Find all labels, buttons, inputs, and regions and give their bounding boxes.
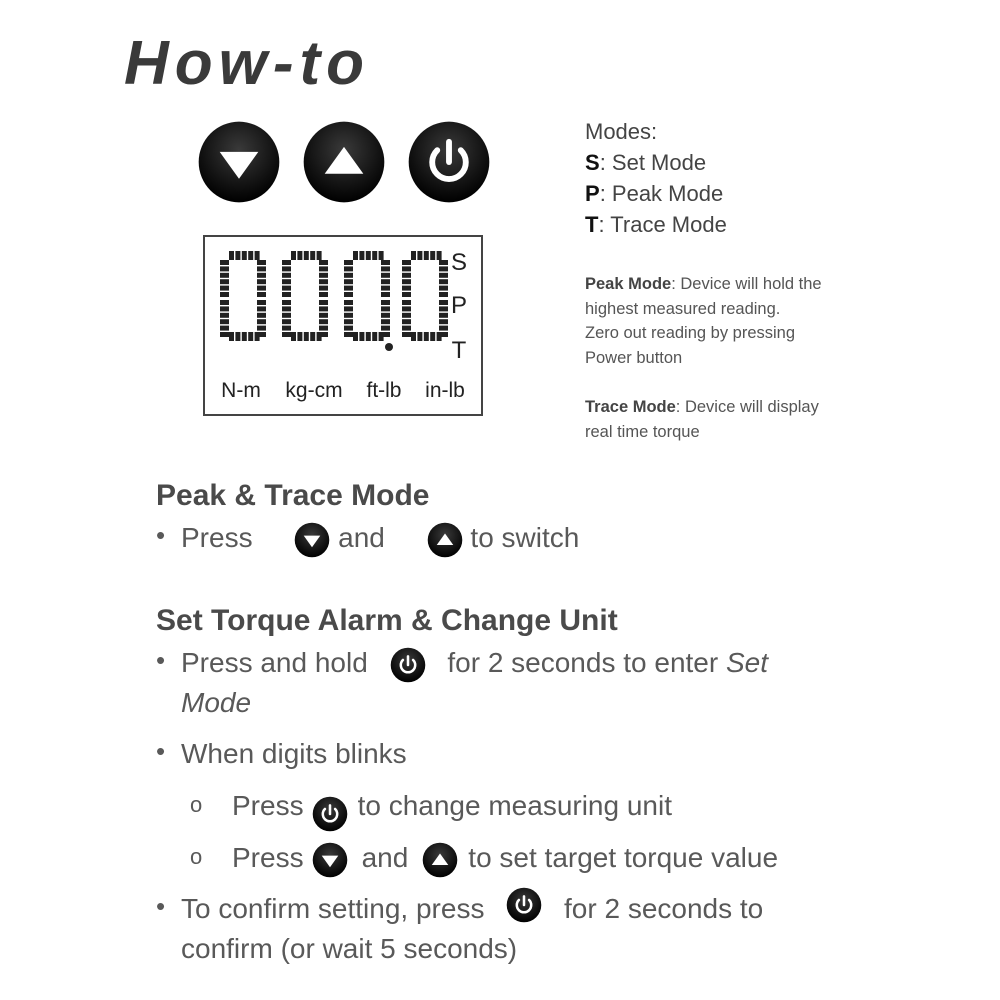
power-button-inline — [312, 796, 348, 832]
triangle-up-icon — [302, 120, 386, 204]
instruction-text: for 2 seconds to — [564, 893, 764, 924]
instruction-text: to set target torque value — [468, 842, 779, 873]
lcd-digit — [220, 251, 266, 341]
instruction-text: Set — [725, 647, 768, 678]
mode-item-peak — [585, 178, 885, 209]
mode-label: : Peak Mode — [599, 181, 724, 206]
note-text: real time torque — [585, 422, 700, 441]
unit-label-kgcm: kg-cm — [285, 379, 343, 402]
section-heading-peak-trace: Peak & Trace Mode — [156, 479, 430, 512]
unit-label-ftlb: ft-lb — [366, 379, 402, 402]
mode-key: S — [585, 150, 600, 175]
lcd-digit — [282, 251, 328, 341]
bullet: • — [156, 520, 166, 550]
power-icon — [312, 796, 348, 832]
instruction-enter-set-mode — [181, 643, 768, 683]
instruction-text: Press — [232, 790, 304, 821]
peak-mode-note — [585, 272, 875, 370]
lcd-display — [203, 235, 483, 416]
down-button-inline — [312, 842, 348, 878]
instruction-text: to change measuring unit — [357, 790, 673, 821]
instruction-text: Press — [232, 842, 304, 873]
instruction-confirm — [181, 889, 763, 929]
note-key: Trace Mode — [585, 398, 676, 416]
mode-label: : Trace Mode — [598, 212, 727, 237]
lcd-digit — [402, 251, 448, 341]
lcd-digit — [344, 251, 390, 341]
triangle-up-icon — [422, 842, 458, 878]
sub-bullet: o — [190, 792, 203, 817]
triangle-up-icon — [427, 522, 463, 558]
mode-letter-t: T — [451, 337, 467, 364]
section-heading-set-torque: Set Torque Alarm & Change Unit — [156, 604, 618, 637]
note-text: highest measured reading. — [585, 299, 781, 318]
note-text: Power button — [585, 348, 683, 367]
instruction-text: To confirm setting, press — [181, 893, 485, 924]
unit-label-inlb: in-lb — [425, 379, 465, 402]
bullet: • — [156, 891, 166, 921]
mode-letter-p: P — [450, 292, 468, 319]
instruction-text: for 2 seconds to enter — [447, 647, 719, 678]
bullet: • — [156, 736, 166, 766]
down-button-inline — [294, 522, 330, 558]
mode-label: : Set Mode — [599, 150, 707, 175]
note-text: Zero out reading by pressing — [585, 324, 796, 342]
instruction-switch — [181, 518, 579, 558]
instruction-text: to switch — [470, 522, 580, 553]
instruction-text: Mode — [181, 687, 252, 718]
bullet: • — [156, 645, 166, 675]
instruction-set-target — [232, 838, 778, 878]
note-text: : Device will display — [675, 398, 819, 416]
instruction-text: confirm (or wait 5 seconds) — [181, 933, 518, 964]
up-button-inline — [427, 522, 463, 558]
triangle-down-icon — [312, 842, 348, 878]
sub-bullet: o — [190, 844, 203, 869]
page-title: How-to — [124, 29, 371, 98]
up-button-inline — [422, 842, 458, 878]
unit-label-nm: N-m — [221, 379, 261, 402]
mode-key: P — [585, 181, 600, 206]
instruction-text: Press and hold — [181, 647, 368, 678]
mode-item-set — [585, 147, 885, 178]
lcd-digits — [220, 251, 448, 341]
power-button[interactable] — [407, 120, 491, 204]
decimal-point-dot — [385, 343, 393, 351]
power-icon — [506, 887, 542, 923]
modes-heading: Modes: — [585, 119, 658, 144]
power-icon — [390, 647, 426, 683]
instruction-text: and — [361, 842, 409, 873]
instruction-change-unit — [232, 786, 672, 826]
triangle-down-icon — [294, 522, 330, 558]
note-text: : Device will hold the — [671, 275, 822, 293]
down-button[interactable] — [197, 120, 281, 204]
mode-key: T — [585, 212, 599, 237]
instruction-text: Press — [181, 522, 253, 553]
triangle-down-icon — [197, 120, 281, 204]
trace-mode-note — [585, 395, 875, 444]
modes-list — [585, 116, 885, 240]
up-button[interactable] — [302, 120, 386, 204]
power-button-inline — [390, 647, 426, 683]
note-key: Peak Mode — [585, 275, 672, 293]
power-button-inline — [506, 887, 542, 923]
instruction-digits-blink: When digits blinks — [181, 738, 407, 769]
power-icon — [407, 120, 491, 204]
mode-item-trace — [585, 209, 885, 240]
mode-letter-s: S — [450, 249, 468, 276]
instruction-text: and — [338, 522, 385, 553]
